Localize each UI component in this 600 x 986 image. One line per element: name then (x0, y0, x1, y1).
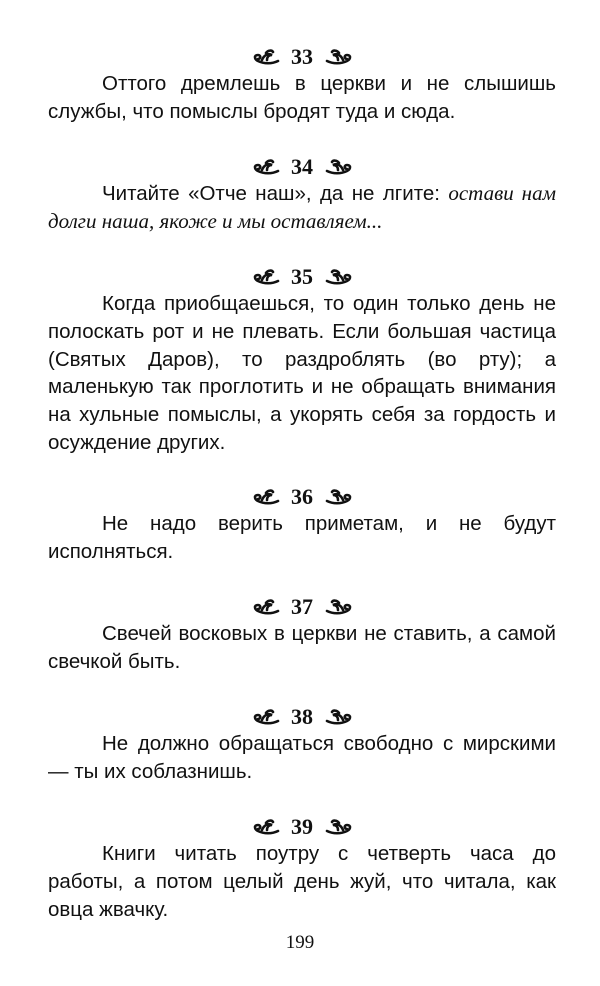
entry-39 (48, 810, 556, 923)
fleuron-left-icon (252, 599, 280, 615)
fleuron-right-icon (325, 49, 353, 65)
fleuron-left-icon (252, 709, 280, 725)
fleuron-right-icon (325, 159, 353, 175)
entry-number: 35 (291, 263, 313, 289)
entry-heading (48, 260, 556, 290)
entry-heading (48, 810, 556, 840)
entry-text: Свечей восковых в церкви не ставить, а самой свечкой быть. (48, 622, 556, 673)
entry-text: Оттого дремлешь в церкви и не слышишь службы, что помыслы бродят туда и сюда. (48, 72, 556, 123)
fleuron-right-icon (325, 269, 353, 285)
fleuron-left-icon (252, 819, 280, 835)
fleuron-left-icon (252, 159, 280, 175)
fleuron-left-icon (252, 49, 280, 65)
entry-text (48, 180, 556, 236)
fleuron-left-icon (252, 489, 280, 505)
entry-text: Не надо верить приметам, и не будут исполняться. (48, 512, 556, 563)
entry-text-italic-quote: остави нам долги наша, якоже и мы оставляем... (48, 181, 556, 233)
entry-number: 34 (291, 153, 313, 179)
entry-text-plain: Читайте «Отче наш», да не лгите: (102, 182, 449, 205)
entry-number: 38 (291, 703, 313, 729)
entry-heading (48, 150, 556, 180)
entry-36 (48, 480, 556, 566)
fleuron-left-icon (252, 269, 280, 285)
fleuron-right-icon (325, 599, 353, 615)
entry-heading (48, 700, 556, 730)
fleuron-right-icon (325, 489, 353, 505)
entry-35 (48, 260, 556, 457)
entry-text: Когда приобщаешься, то один только день не полоскать рот и не плевать. Если большая частица (Святых Даров), то раздроблять (во рту); а маленькую так проглотить и не обращать внимания на хульные помыслы, а укорять себя за гордость и осуждение других. (48, 292, 556, 454)
entry-text: Не должно обращаться свободно с мирскими — ты их соблазнишь. (48, 732, 556, 783)
entry-37 (48, 590, 556, 676)
entry-heading (48, 590, 556, 620)
page-number: 199 (285, 932, 315, 953)
entry-number: 33 (291, 43, 313, 69)
fleuron-right-icon (325, 709, 353, 725)
entry-34 (48, 150, 556, 236)
entry-33 (48, 40, 556, 126)
entry-38 (48, 700, 556, 786)
entry-number: 39 (291, 813, 313, 839)
fleuron-right-icon (325, 819, 353, 835)
entry-heading (48, 40, 556, 70)
entry-heading (48, 480, 556, 510)
entry-number: 36 (291, 483, 313, 509)
entry-text: Книги читать поутру с четверть часа до работы, а потом целый день жуй, что читала, как овца жвачку. (48, 842, 556, 921)
entry-number: 37 (291, 593, 313, 619)
